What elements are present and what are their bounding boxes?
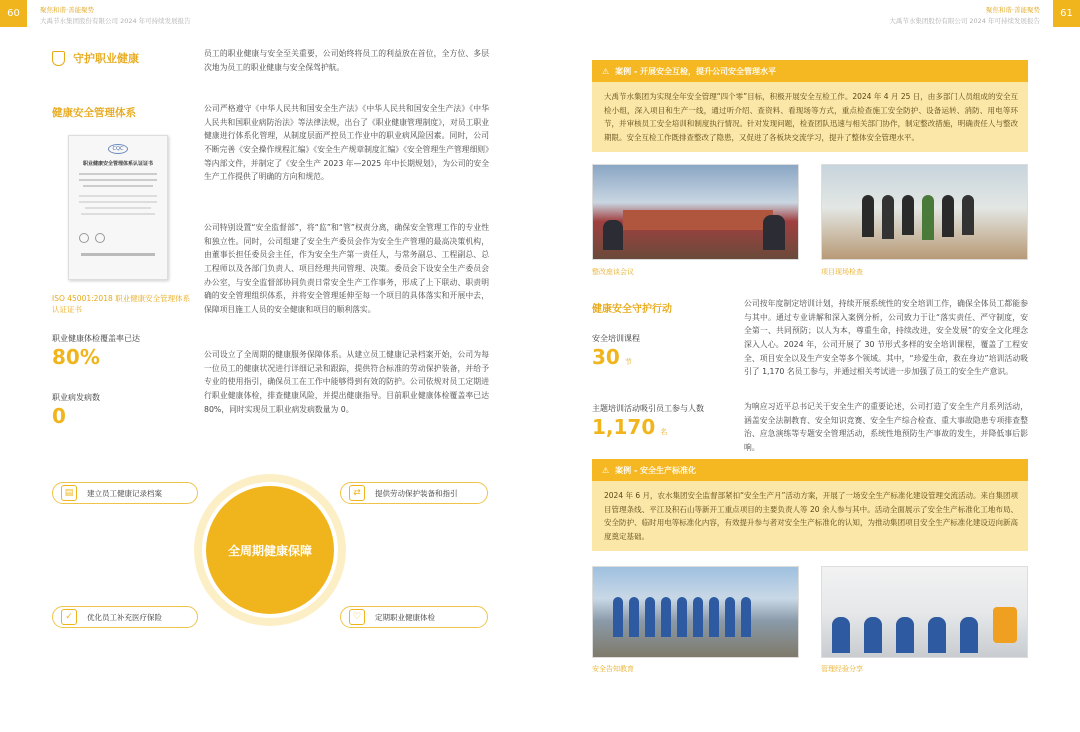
case-standardization-header: [592, 459, 1028, 481]
photo-experience-sharing: [821, 566, 1028, 658]
case-box-standardization: [592, 459, 1028, 551]
diagram-item-checkup: [340, 606, 488, 628]
stat-label-participants: 主题培训活动吸引员工参与人数: [592, 404, 704, 413]
case-standardization-body: 2024 年 6 月，农水集团安全监督部紧扣“安全生产月”活动方案，开展了一场安全生产标准化建设管理交流活动。来自集团项目管理条线、平江及积石山等新开工重点项目的主要负责人等 20 余人参与其中。活动全面展示了安全生产标准化工地布局、安全防护、临时用电等标准化内容，有效提升参与者对安全生产标准化的认知，为推动集团项目安全生产标准化建设迈向新高度奠定基础。: [592, 481, 1028, 551]
diagram-item-protection-label: 提供劳动保护装备和指引: [375, 488, 458, 498]
section-title: [52, 50, 139, 66]
diagram-item-checkup-label: 定期职业健康体检: [375, 612, 435, 622]
certificate-caption: ISO 45001:2018 职业健康安全管理体系认证证书: [52, 294, 191, 315]
right-header-line2: 大禹节水集团股份有限公司 2024 年可持续发展报告: [889, 17, 1040, 25]
shield-icon: [52, 51, 65, 66]
case-inspection-title: 案例 - 开展安全互检，提升公司安全管理水平: [615, 66, 777, 76]
action-title: 健康安全守护行动: [592, 304, 672, 315]
stat-value-participants: 1,170: [592, 415, 656, 439]
stat-value-courses: 30: [592, 345, 620, 369]
stat-value-disease: 0: [52, 404, 66, 428]
megaphone-icon: ⚠: [602, 465, 610, 475]
case-box-inspection: [592, 60, 1028, 152]
paragraph-2: 公司特别设置“安全监督部”，将“监”和“管”权责分离，确保安全管理工作的专业性和独立性。同时，公司组建了安全生产委员会作为安全生产管理的最高决策机构，由董事长担任委员会主任，作为安全生产第一责任人，与常务副总、工程副总、总工程师以及各部门负责人、项目经理共同管理、决策。委员会下设安全生产委员会办公室，与安全监督部协同负责日常安全生产工作事务，形成了上下联动、职责明确的安全管理组织体系，并将安全管理延伸至每一个项目的具体落实和开展中去，保障项目施工人员的安全健康和项目的顺利落实。: [204, 223, 489, 314]
shield-check-icon: ✓: [61, 609, 77, 625]
caption-site-inspection: 项目现场检查: [821, 268, 863, 276]
right-header: [889, 5, 1040, 25]
subsection-title: 健康安全管理体系: [52, 107, 136, 119]
paragraph-1: 公司严格遵守《中华人民共和国安全生产法》《中华人民共和国安全生产法》《中华人民共和国职业病防治法》等法律法规，出台了《职业健康管理制度》，对员工职业健康进行体系化管理，从制度层面严控员工作业中的职业病风险因素。同时，公司不断完善《安全操作规程汇编》《安全生产规章制度汇编》《安全管理生产管理细则》等内部文件，并制定了《安全生产 2023 年—2025 年中长期规划》，为公司的安全生产工作提供了明确的方向和规范。: [204, 104, 489, 182]
right-header-line1: 聚焦和谐·善能聚势: [985, 6, 1040, 14]
stat-unit-participants: 名: [660, 428, 668, 436]
photo-safety-education: [592, 566, 799, 658]
action-paragraph-2: 为响应习近平总书记关于安全生产的重要论述，公司打造了安全生产月系列活动，涵盖安全法制教育、安全知识竞赛、安全生产综合检查、重大事故隐患专项排查整治、应急演练等专题安全管理活动，系统性地预防生产事故的发生，并降低事后影响。: [744, 402, 1028, 452]
stat-courses: [592, 345, 632, 369]
heartbeat-icon: ♡: [349, 609, 365, 625]
megaphone-icon: ⚠: [602, 66, 610, 76]
photo-meeting: [592, 164, 799, 260]
action-paragraph-1: 公司按年度制定培训计划，持续开展系统性的安全培训工作，确保全体员工都能参与其中。通过专业讲解和深入案例分析，公司致力于让“落实责任、严守制度，安全第一、共同预防；以人为本，尊重生命，持续改进，安全发展”的安全文化理念深入人心。2024 年，公司开展了 30 节形式多样的安全培训课程，覆盖了工程安全、项目安全以及生产安全等多个领域。其中，“珍爱生命，救在身边”培训活动吸引了 1,170 名员工参与，并通过相关考试进一步加强了员工的安全生产意识。: [744, 299, 1028, 377]
intro-paragraph: 员工的职业健康与安全至关重要，公司始终将员工的利益放在首位，全方位、多层次地为员工的职业健康与安全保驾护航。: [204, 49, 489, 72]
caption-safety-education: 安全告知教育: [592, 665, 634, 673]
stat-unit-courses: 节: [624, 358, 632, 366]
section-title-text: 守护职业健康: [73, 52, 139, 65]
left-header-line2: 大禹节水集团股份有限公司 2024 年可持续发展报告: [40, 17, 191, 25]
left-header: [40, 5, 191, 25]
stat-participants: [592, 415, 667, 439]
diagram-item-insurance: [52, 606, 198, 628]
certificate-image: [68, 135, 168, 280]
caption-experience-sharing: 管理经验分享: [821, 665, 863, 673]
caption-meeting: 整改座谈会议: [592, 268, 634, 276]
document-icon: ▤: [61, 485, 77, 501]
case-standardization-title: 案例 - 安全生产标准化: [615, 465, 697, 475]
diagram-center-text: 全周期健康保障: [227, 543, 312, 558]
stat-value-coverage: 80%: [52, 345, 100, 369]
photo-site-inspection: [821, 164, 1028, 260]
cert-title: 职业健康安全管理体系认证证书: [82, 161, 153, 167]
right-page-number: 61: [1053, 0, 1080, 27]
cert-logo: CQC: [108, 144, 128, 154]
case-inspection-header: [592, 60, 1028, 82]
diagram-item-insurance-label: 优化员工补充医疗保险: [87, 612, 162, 622]
paragraph-3: 公司设立了全周期的健康服务保障体系。从建立员工健康记录档案开始，公司为每一位员工的健康状况进行详细记录和跟踪，提供符合标准的劳动保护装备，并给予专业的使用指引，确保员工在工作中能够得到有效的防护。公司依规对员工定期进行职业健康体检，排查健康风险，并提出健康指导。目前职业健康体检覆盖率已达 80%，同时实现员工职业病发病数量为 0。: [204, 350, 489, 414]
case-inspection-body: 大禹节水集团为实现全年安全管理“四个零”目标，积极开展安全互检工作。2024 年 4 月 25 日，由多部门人员组成的安全互检小组，深入项目和生产一线，通过听介绍、查资料、看现场等方式，重点检查施工安全防护、设备运转、消防、用电等环节，并审核员工安全培训和制度执行情况。针对发现问题，检查团队迅速与相关部门协作，制定整改措施，明确责任人与整改期限。安全互检工作既排查整改了隐患，又促进了各板块交流学习，提升了整体安全管理水平。: [592, 82, 1028, 152]
stat-label-coverage: 职业健康体检覆盖率已达: [52, 334, 140, 343]
left-page-number: 60: [0, 0, 27, 27]
exchange-icon: ⇄: [349, 485, 365, 501]
stat-label-disease: 职业病发病数: [52, 393, 100, 402]
diagram-item-records: [52, 482, 198, 504]
diagram-item-protection: [340, 482, 488, 504]
diagram-item-records-label: 建立员工健康记录档案: [87, 488, 162, 498]
diagram-center-circle: [206, 486, 334, 614]
left-header-line1: 聚焦和谐·善能聚势: [40, 6, 95, 14]
stat-label-courses: 安全培训课程: [592, 334, 640, 343]
